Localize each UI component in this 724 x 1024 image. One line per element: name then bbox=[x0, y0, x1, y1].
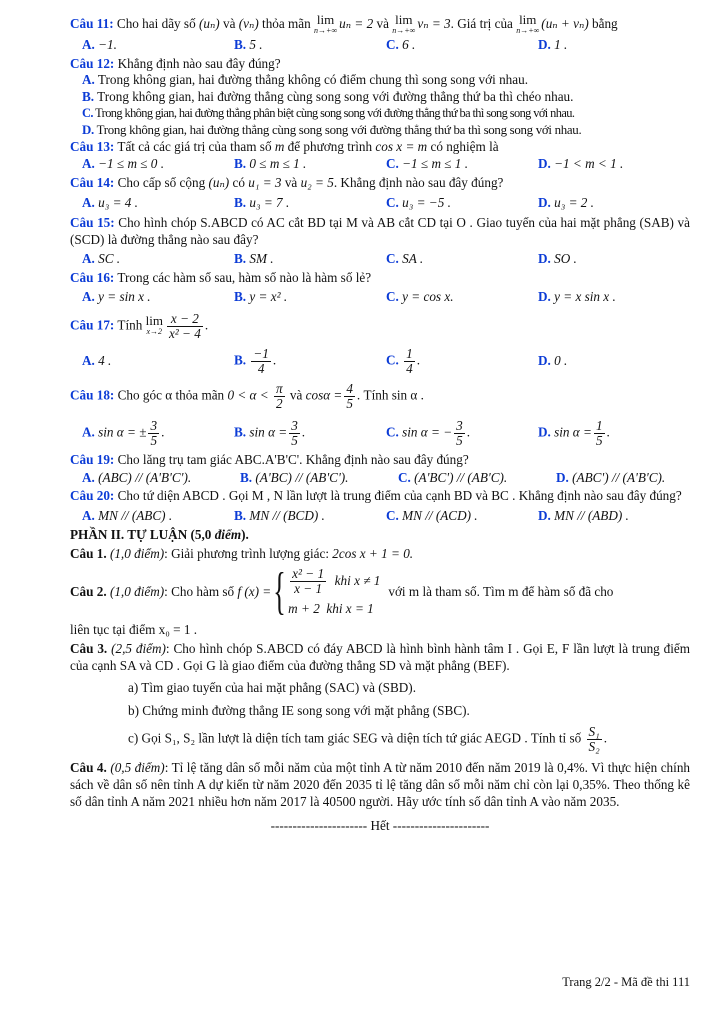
end-marker: ---------------------- Hết ---------------------- bbox=[270, 818, 490, 834]
option-a: A. u₃ = 4 . bbox=[82, 195, 138, 211]
question-14-options bbox=[70, 195, 690, 212]
question-17-options bbox=[70, 347, 690, 376]
statement-c: C. Trong không gian, hai đường thẳng phân biệt cùng song song với đường thẳng thứ ba thì song song với nhau. bbox=[82, 106, 575, 121]
question-14: Câu 14: Cho cấp số cộng (uₙ) có u₁ = 3 và u₂ = 5. Khẳng định nào sau đây đúng? bbox=[70, 174, 504, 190]
statement-a: A. Trong không gian, hai đường thẳng không có điểm chung thì song song với nhau. bbox=[82, 72, 529, 88]
essay-3-c: c) Gọi S₁, S₂ lần lượt là diện tích tam giác SEG và diện tích tứ giác AEGD . Tính tỉ số $\frac{\text{S₁}}{\text{S₂}}$ . bbox=[128, 724, 608, 755]
option-d: D. −1 < m < 1 . bbox=[538, 156, 624, 172]
option-d: D. SO . bbox=[538, 251, 577, 267]
statement-b: B. Trong không gian, hai đường thẳng cùng song song với đường thẳng thứ ba thì chéo nhau. bbox=[82, 88, 574, 104]
option-b: B. u₃ = 7 . bbox=[234, 195, 290, 211]
limit-fraction: $\frac{x - 2}{\text{x² − 4}}$ bbox=[168, 310, 201, 341]
essay-3-a: a) Tìm giao tuyến của hai mặt phẳng (SAC) và (SBD). bbox=[128, 680, 416, 696]
option-c: C. $\frac{1}{4}$ . bbox=[386, 345, 421, 376]
option-a: A. sin α = ± $\frac{3}{5}$ . bbox=[82, 417, 165, 448]
option-d: D. (ABC') // (A'B'C). bbox=[556, 469, 666, 485]
question-12: Câu 12: Khẳng định nào sau đây đúng? bbox=[70, 55, 281, 71]
question-15-options bbox=[70, 251, 690, 268]
question-18: Câu 18: Cho góc α thỏa mãn 0 < α < $\frac{\pi}{2}$ và cosα = $\frac{4}{5}$ . Tính sin α . bbox=[70, 380, 424, 411]
question-19: Câu 19: Cho lăng trụ tam giác ABC.A'B'C'. Khẳng định nào sau đây đúng? bbox=[70, 451, 469, 467]
question-13: Câu 13: Tất cả các giá trị của tham số m để phương trình cos x = m có nghiệm là bbox=[70, 138, 499, 154]
option-c: C. 6 . bbox=[386, 37, 416, 52]
option-b: B. MN // (BCD) . bbox=[234, 507, 325, 523]
option-a: A. MN // (ABC) . bbox=[82, 507, 173, 523]
question-15: Câu 15: Cho hình chóp S.ABCD có AC cắt BD tại M và AB cắt CD tại O . Giao tuyến của hai mặt phẳng (SAB) và (SCD) là đường thẳng nào sau đây? bbox=[70, 214, 691, 247]
essay-3-b: b) Chứng minh đường thẳng IE song song với mặt phẳng (SBC). bbox=[128, 702, 470, 718]
limit-symbol: lim x→2 bbox=[145, 313, 163, 337]
option-a: A. SC . bbox=[82, 251, 121, 267]
option-c: C. (A'BC') // (AB'C). bbox=[398, 469, 508, 485]
question-18-options bbox=[70, 419, 690, 448]
statement-d: D. Trong không gian, hai đường thẳng cùng song song với đường thẳng thứ ba thì song song với nhau. bbox=[82, 122, 582, 137]
question-16-options bbox=[70, 289, 690, 306]
option-c: C. u₃ = −5 . bbox=[386, 195, 451, 211]
option-b: B. 0 ≤ m ≤ 1 . bbox=[234, 156, 307, 172]
piecewise-function: { $\frac{\text{x² − 1}}{x - 1}$ khi x ≠ 1 m + 2 khi x = 1 bbox=[273, 563, 381, 621]
option-b: B. $\frac{-1}{4}$ . bbox=[234, 345, 277, 376]
option-a: A. (ABC) // (A'B'C'). bbox=[82, 469, 192, 485]
option-b: B. sin α = $\frac{3}{5}$ . bbox=[234, 417, 306, 448]
question-20: Câu 20: Cho tứ diện ABCD . Gọi M , N lần lượt là trung điểm của cạnh BD và BC . Khẳng định nào sau đây đúng? bbox=[70, 488, 682, 504]
essay-3: Câu 3. (2,5 điểm): Cho hình chóp S.ABCD có đáy ABCD là hình bình hành tâm I . Gọi E, F lần lượt là trung điểm của cạnh SA và CD . Gọi G là giao điểm của đường thẳng SD và mặt phẳng (BEF). bbox=[70, 641, 691, 673]
option-d: D. 1 . bbox=[538, 37, 568, 52]
option-a: A. 4 . bbox=[82, 353, 112, 369]
question-19-options bbox=[70, 470, 690, 487]
option-a: A. y = sin x . bbox=[82, 289, 151, 305]
essay-2-cont: liên tục tại điểm x₀ = 1 . bbox=[70, 622, 198, 638]
option-a: A. −1 ≤ m ≤ 0 . bbox=[82, 156, 164, 172]
option-d: D. y = x sin x . bbox=[538, 289, 616, 305]
option-d: D. MN // (ABD) . bbox=[538, 507, 629, 523]
question-11-options bbox=[70, 37, 690, 54]
question-20-options bbox=[70, 508, 690, 525]
page-footer: Trang 2/2 - Mã đề thi 111 bbox=[562, 975, 690, 989]
option-c: C. −1 ≤ m ≤ 1 . bbox=[386, 156, 468, 172]
option-c: C. sin α = − $\frac{3}{5}$ . bbox=[386, 417, 471, 448]
option-d: D. u₃ = 2 . bbox=[538, 195, 594, 211]
limit-symbol: lim n→+∞ bbox=[516, 12, 540, 35]
option-d: D. 0 . bbox=[538, 353, 568, 369]
option-c: C. y = cos x. bbox=[386, 289, 454, 305]
essay-2: Câu 2. (1,0 điểm): Cho hàm số f (x) = { $\frac{\text{x² − 1}}{x - 1}$ khi x ≠ 1 m + 2 khi x = 1 với m là tham số. Tìm m để hàm số đã cho bbox=[70, 563, 614, 621]
option-b: B. 5 . bbox=[234, 37, 263, 52]
option-d: D. sin α = $\frac{1}{5}$ . bbox=[538, 417, 610, 448]
option-b: B. (A'BC) // (AB'C'). bbox=[240, 469, 349, 485]
option-a: A. −1. bbox=[82, 37, 117, 52]
question-13-options bbox=[70, 156, 690, 173]
question-17: Câu 17: Tính lim x→2 $\frac{x - 2}{\text{x² − 4}}$ . bbox=[70, 310, 209, 341]
option-b: B. y = x² . bbox=[234, 289, 288, 305]
option-b: B. SM . bbox=[234, 251, 274, 267]
option-c: C. SA . bbox=[386, 251, 424, 267]
question-16: Câu 16: Trong các hàm số sau, hàm số nào là hàm số lẻ? bbox=[70, 269, 372, 285]
option-c: C. MN // (ACD) . bbox=[386, 507, 478, 523]
question-11: Câu 11: Cho hai dãy số (uₙ) và (vₙ) thỏa mãn lim n→+∞ uₙ = 2 và lim n→+∞ vₙ = 3. Giá trị của lim n→+∞ (uₙ + vₙ) bằng bbox=[70, 12, 618, 35]
limit-symbol: lim n→+∞ bbox=[314, 12, 338, 35]
essay-4: Câu 4. (0,5 điểm): Tỉ lệ tăng dân số mỗi năm của một tỉnh A từ năm 2010 đến năm 2019 là 0,4%. Vì thực hiện chính sách về dân số nên tỉnh A dự kiến từ năm 2020 đến 2035 tỉ lệ tăng dân số mỗi năm chỉ còn lại 0,35%. Theo thống kê số dân tỉnh A năm 2021 nhiều hơn năm 2017 là 40500 người. Hãy ước tính số dân tỉnh A vào năm 2035. bbox=[70, 760, 691, 809]
question-11-head: Câu 11: bbox=[70, 16, 114, 32]
limit-symbol: lim n→+∞ bbox=[392, 12, 416, 35]
essay-1: Câu 1. (1,0 điểm): Giải phương trình lượng giác: 2cos x + 1 = 0. bbox=[70, 545, 414, 561]
part-2-title: PHẦN II. TỰ LUẬN (5,0 điểm). bbox=[70, 527, 249, 543]
